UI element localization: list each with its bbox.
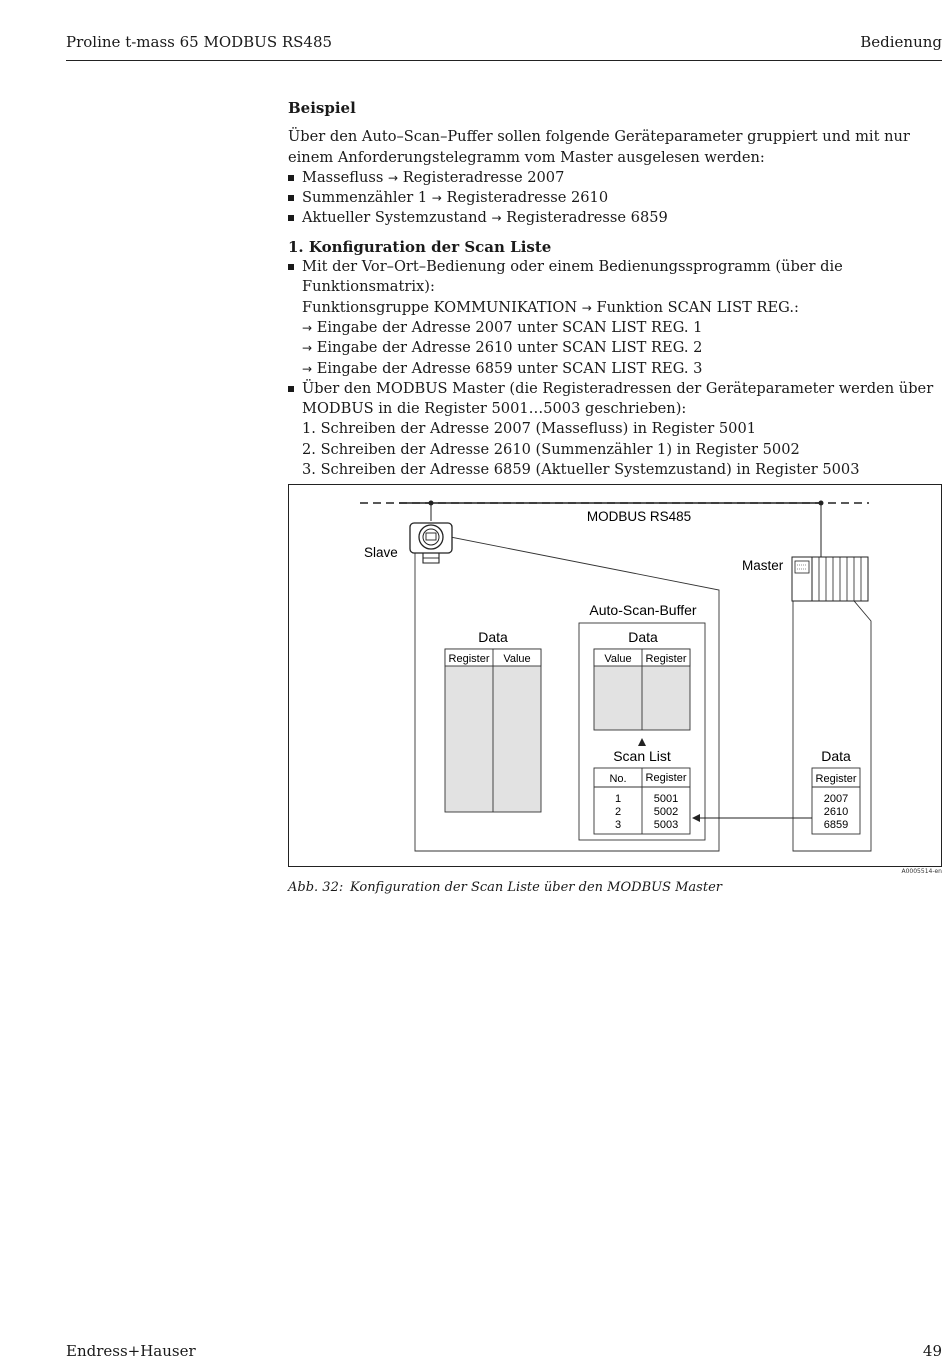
slave-data-col1: Register — [448, 653, 490, 665]
config-sub — [302, 318, 943, 338]
scan-list-no: 3 — [614, 819, 622, 831]
buffer-data-col1: Value — [604, 653, 632, 665]
function-group: Funktionsgruppe KOMMUNIKATION — [302, 298, 578, 316]
config-sub-text: Eingabe der Adresse 2007 unter SCAN LIST REG. 1 — [316, 318, 703, 336]
header-rule — [66, 60, 942, 61]
caption-text: Konfiguration der Scan Liste über den MODBUS Master — [350, 880, 722, 895]
example-item — [288, 168, 943, 188]
item-target: Registeradresse 6859 — [506, 209, 668, 227]
scan-list-register: 5002 — [653, 806, 679, 818]
arrow-right-icon: → — [491, 211, 502, 226]
scan-list-title: Scan List — [613, 748, 671, 764]
master-data-title: Data — [821, 748, 851, 764]
bullet-square-icon — [288, 264, 294, 270]
running-header-section: Bedienung — [860, 33, 942, 51]
item-target: Registeradresse 2007 — [402, 168, 565, 186]
config-step: 1. Schreiben der Adresse 2007 (Massefluss) in Register 5001 — [302, 420, 757, 438]
scan-list-register: 5003 — [653, 819, 679, 831]
config-sub — [302, 338, 943, 358]
caption-number: Abb. 32: — [288, 880, 344, 895]
item-name: Summenzähler 1 — [302, 189, 428, 207]
arrow-right-icon: → — [431, 191, 442, 206]
example-intro: Über den Auto–Scan–Puffer sollen folgende Geräteparameter gruppiert und mit nur einem Anforderungstelegramm vom Master ausgelesen werden: — [288, 128, 910, 166]
bullet-square-icon — [288, 175, 294, 181]
scan-list-no: 2 — [614, 806, 622, 818]
example-item — [288, 188, 943, 208]
scan-list-no: 1 — [614, 793, 622, 805]
bullet-square-icon — [288, 215, 294, 221]
scan-list-col2: Register — [645, 772, 687, 784]
arrow-right-icon: → — [302, 341, 313, 356]
item-name: Aktueller Systemzustand — [302, 209, 487, 227]
bus-label: MODBUS RS485 — [586, 509, 692, 524]
arrow-right-icon: → — [581, 300, 592, 315]
figure-caption — [288, 880, 722, 895]
body-text — [288, 98, 943, 480]
function-name: Funktion SCAN LIST REG.: — [596, 298, 799, 316]
config-bullet-local — [288, 257, 943, 379]
scan-list-register: 5001 — [653, 793, 679, 805]
buffer-data-title: Data — [628, 629, 658, 645]
diagram-svg — [289, 485, 941, 866]
config-line-2 — [302, 298, 943, 318]
bullet-square-icon — [288, 386, 294, 392]
bullet-square-icon — [288, 195, 294, 201]
slave-label: Slave — [364, 545, 398, 560]
config-heading: 1. Konfiguration der Scan Liste — [288, 237, 552, 256]
master-data-value: 2610 — [823, 806, 849, 818]
config-step: 3. Schreiben der Adresse 6859 (Aktueller Systemzustand) in Register 5003 — [302, 461, 860, 479]
figure-code: A0005514-en — [901, 868, 942, 875]
slave-data-col2: Value — [503, 653, 531, 665]
transmitter-icon — [410, 523, 452, 563]
item-target: Registeradresse 2610 — [446, 189, 609, 207]
modbus-scan-diagram — [288, 484, 942, 867]
running-header-title: Proline t-mass 65 MODBUS RS485 — [66, 33, 333, 51]
footer-brand: Endress+Hauser — [66, 1342, 196, 1360]
master-data-col1: Register — [815, 773, 857, 785]
config-sub-text: Eingabe der Adresse 6859 unter SCAN LIST REG. 3 — [316, 359, 703, 377]
config-line-1: Mit der Vor–Ort–Bedienung oder einem Bedienungssprogramm (über die Funktionsmatrix): — [302, 258, 843, 296]
slave-data-title: Data — [478, 629, 508, 645]
config-sub — [302, 359, 943, 379]
example-item — [288, 208, 943, 228]
master-data-value: 6859 — [823, 819, 849, 831]
arrow-right-icon: → — [388, 170, 399, 185]
scan-list-col1: No. — [609, 773, 627, 785]
master-label: Master — [742, 558, 784, 573]
config-master-text: Über den MODBUS Master (die Registeradressen der Geräteparameter werden über MODBUS in die Register 5001…5003 geschrieben): — [302, 379, 934, 418]
arrow-right-icon: → — [302, 361, 313, 376]
buffer-data-col2: Register — [645, 653, 687, 665]
master-data-value: 2007 — [823, 793, 849, 805]
arrow-right-icon: → — [302, 320, 313, 335]
item-name: Massefluss — [302, 168, 384, 186]
config-bullet-master — [288, 379, 943, 480]
config-sub-text: Eingabe der Adresse 2610 unter SCAN LIST REG. 2 — [316, 339, 703, 357]
config-step: 2. Schreiben der Adresse 2610 (Summenzähler 1) in Register 5002 — [302, 440, 800, 458]
example-heading: Beispiel — [288, 99, 356, 117]
page-number: 49 — [922, 1342, 942, 1360]
plc-rack-icon — [792, 557, 868, 601]
buffer-label: Auto-Scan-Buffer — [589, 602, 697, 618]
